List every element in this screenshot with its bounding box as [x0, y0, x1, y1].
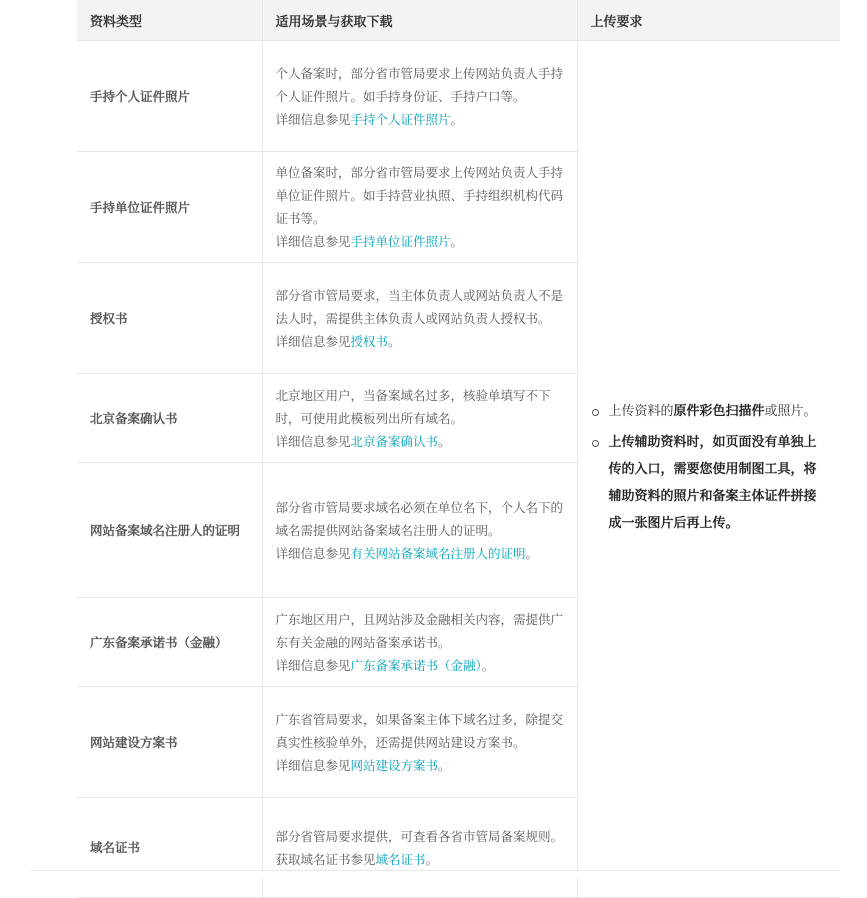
- material-description: [262, 152, 577, 263]
- header-material-type: 资料类型: [77, 0, 262, 41]
- reference-prefix: 详细信息参见: [275, 657, 351, 673]
- reference-link[interactable]: 广东备案承诺书（金融）: [350, 657, 482, 673]
- material-description: [262, 374, 577, 463]
- reference-link[interactable]: 授权书: [350, 333, 389, 349]
- reference-prefix: 获取域名证书参见: [275, 851, 376, 867]
- material-name: 网站备案域名注册人的证明: [77, 463, 262, 598]
- header-upload-requirements: 上传要求: [577, 0, 840, 41]
- reference-prefix: 详细信息参见: [275, 111, 351, 127]
- reference-prefix: 详细信息参见: [275, 545, 351, 561]
- reference-suffix: 。: [450, 234, 464, 249]
- description-text: 广东省管局要求，如果备案主体下域名过多，除提交真实性核验单外，还需提供网站建设方案书。: [275, 711, 564, 750]
- reference-prefix: 详细信息参见: [275, 433, 351, 449]
- reference-prefix: 详细信息参见: [275, 757, 351, 773]
- table-row: [77, 41, 840, 152]
- upload-requirements-cell: [577, 41, 840, 898]
- material-description: [262, 263, 577, 374]
- material-name: 授权书: [77, 263, 262, 374]
- requirement-emphasis: 原件彩色扫描件: [673, 403, 765, 419]
- reference-suffix: 。: [438, 433, 451, 449]
- circle-bullet-icon: [592, 409, 599, 416]
- reference-suffix: 。: [525, 545, 539, 561]
- material-description: [262, 598, 577, 687]
- description-text: 部分省市管局要求域名必须在单位名下，个人名下的域名需提供网站备案域名注册人的证明。: [275, 499, 564, 538]
- reference-link[interactable]: 手持个人证件照片: [350, 111, 451, 127]
- material-name: 域名证书: [77, 798, 262, 898]
- reference-suffix: 。: [481, 657, 495, 673]
- requirement-item: 上传资料的原件彩色扫描件或照片。: [609, 398, 828, 425]
- description-text: 广东地区用户，且网站涉及金融相关内容，需提供广东有关金融的网站备案承诺书。: [275, 611, 564, 650]
- material-description: [262, 463, 577, 598]
- reference-link[interactable]: 北京备案确认书: [350, 433, 439, 449]
- material-description: [262, 687, 577, 798]
- material-description: [262, 798, 577, 898]
- description-text: 北京地区用户，当备案域名过多，核验单填写不下时，可使用此模板列出所有域名。: [275, 387, 551, 426]
- reference-link[interactable]: 网站建设方案书: [350, 757, 439, 773]
- reference-prefix: 详细信息参见: [275, 234, 351, 249]
- description-text: 个人备案时，部分省市管局要求上传网站负责人手持个人证件照片。如手持身份证、手持户口等。: [275, 65, 564, 104]
- circle-bullet-icon: [592, 440, 599, 447]
- description-text: 部分省管局要求提供，可查看各省市管局备案规则。: [275, 828, 564, 844]
- material-name: 网站建设方案书: [77, 687, 262, 798]
- requirement-item: [609, 429, 828, 537]
- material-description: [262, 41, 577, 152]
- reference-suffix: 。: [425, 851, 439, 867]
- table-header-row: [77, 0, 840, 41]
- requirement-emphasis: 上传辅助资料时，如页面没有单独上传的入口，需要您使用制图工具，将辅助资料的照片和备案主体证件拼接成一张图片后再上传。: [608, 434, 817, 531]
- reference-suffix: 。: [438, 757, 451, 773]
- document-content: [77, 0, 840, 898]
- reference-link[interactable]: 手持单位证件照片: [350, 234, 451, 249]
- description-text: 单位备案时，部分省市管局要求上传网站负责人手持单位证件照片。如手持营业执照、手持组织机构代码证书等。: [275, 165, 564, 226]
- reference-link[interactable]: 有关网站备案域名注册人的证明: [350, 545, 526, 561]
- materials-table: [77, 0, 840, 898]
- material-name: 北京备案确认书: [77, 374, 262, 463]
- material-name: 手持个人证件照片: [77, 41, 262, 152]
- material-name: 广东备案承诺书（金融）: [77, 598, 262, 687]
- material-name: 手持单位证件照片: [77, 152, 262, 263]
- reference-link[interactable]: 域名证书: [375, 851, 426, 867]
- reference-prefix: 详细信息参见: [275, 333, 351, 349]
- reference-suffix: 。: [450, 111, 464, 127]
- requirements-list: [591, 398, 828, 537]
- header-scenario-download: 适用场景与获取下载: [262, 0, 577, 41]
- reference-suffix: 。: [388, 333, 401, 349]
- description-text: 部分省市管局要求，当主体负责人或网站负责人不是法人时，需提供主体负责人或网站负责人授权书。: [275, 287, 564, 326]
